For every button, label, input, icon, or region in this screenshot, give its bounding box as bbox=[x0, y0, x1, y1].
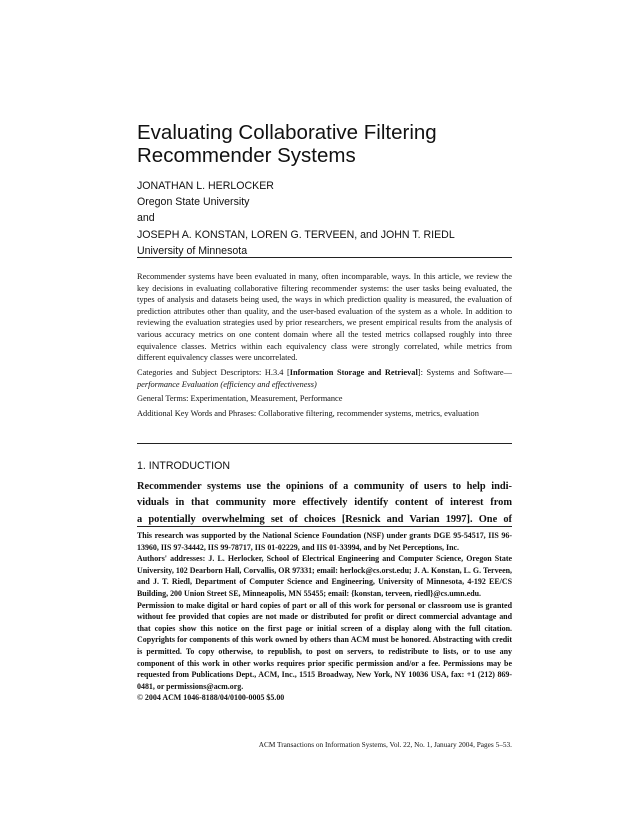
abstract bbox=[137, 271, 512, 423]
author-separator: and bbox=[137, 212, 155, 225]
intro-line-1: Recommender systems use the opinions of a community of users to help indi- bbox=[137, 481, 512, 492]
categories-italic: performance Evaluation (efficiency and effectiveness) bbox=[137, 379, 317, 389]
categories bbox=[137, 367, 512, 390]
footnote bbox=[137, 530, 512, 704]
journal-citation: ACM Transactions on Information Systems, Vol. 22, No. 1, January 2004, Pages 5–53. bbox=[258, 740, 512, 749]
author-block bbox=[137, 178, 512, 259]
intro-paragraph bbox=[137, 479, 512, 528]
affiliation-1: Oregon State University bbox=[137, 196, 250, 209]
authors-2: JOSEPH A. KONSTAN, LOREN G. TERVEEN, and JOHN T. RIEDL bbox=[137, 228, 455, 241]
categories-bold: Information Storage and Retrieval bbox=[289, 367, 418, 377]
categories-prefix: Categories and Subject Descriptors: H.3.4 [ bbox=[137, 367, 290, 377]
footnote-rule bbox=[137, 526, 512, 527]
copyright-line: © 2004 ACM 1046-8188/04/0100-0005 $5.00 bbox=[137, 693, 285, 703]
header-rule bbox=[137, 257, 512, 258]
intro-line-3: a potentially overwhelming set of choices [Resnick and Varian 1997]. One of bbox=[137, 513, 512, 525]
author-addresses: Authors' addresses: J. L. Herlocker, School of Electrical Engineering and Computer Science, Oregon State University, 102 Dearborn Hall, Corvallis, OR 97331; email: herlock@cs.orst.edu; J. A. Konstan, L. G. Terveen, and J. T. Riedl, Department of Computer Science and Engineering, University of Minnesota, 4-192 EE/CS Building, 200 Union Street SE, Minneapolis, MN 55455; email: {konstan, terveen, riedl}@cs.umn.edu. bbox=[137, 554, 512, 598]
general-terms: General Terms: Experimentation, Measurement, Performance bbox=[137, 394, 343, 404]
intro-line-2: viduals in that community more effectively identify content of interest from bbox=[137, 497, 512, 509]
permission-note: Permission to make digital or hard copies of part or all of this work for personal or classroom use is granted without fee provided that copies are not made or distributed for profit or direct commercial advantage and that copies show this notice on the first page or initial screen of a display along with the full citation. Copyrights for components of this work owned by others than ACM must be honored. Abstracting with credit is permitted. To copy otherwise, to republish, to post on servers, to redistribute to lists, or to use any component of this work in other works requires prior specific permission and/or a fee. Permissions may be requested from Publications Dept., ACM, Inc., 1515 Broadway, New York, NY 10036 USA, fax: +1 (212) 869-0481, or permissions@acm.org. bbox=[137, 600, 512, 691]
affiliation-2: University of Minnesota bbox=[137, 244, 248, 257]
keywords: Additional Key Words and Phrases: Collaborative filtering, recommender systems, metrics, evaluation bbox=[137, 409, 479, 419]
section-heading: 1. INTRODUCTION bbox=[137, 460, 230, 472]
author-1: JONATHAN L. HERLOCKER bbox=[137, 180, 274, 192]
title-line-1: Evaluating Collaborative Filtering bbox=[137, 121, 437, 144]
abstract-rule bbox=[137, 443, 512, 444]
funding-note: This research was supported by the National Science Foundation (NSF) under grants DGE 95-54517, IIS 96-13960, IIS 97-34442, IIS 99-78717, IIS 01-02229, and IIS 01-33994, and by Net Perceptions, Inc. bbox=[137, 531, 512, 552]
title-line-2: Recommender Systems bbox=[137, 144, 356, 167]
abstract-text: Recommender systems have been evaluated in many, often incomparable, ways. In this article, we review the key decisions in evaluating collaborative filtering recommender systems: the user tasks being evaluated, the types of analysis and datasets being used, the ways in which prediction quality is measured, the evaluation of prediction attributes other than quality, and the user-based evaluation of the system as a whole. In addition to reviewing the evaluation strategies used by prior researchers, we present empirical results from the analysis of various accuracy metrics on one content domain where all the tested metrics collapsed roughly into three equivalence classes. Metrics within each equivalency class were strongly correlated, while metrics from different equivalency classes were uncorrelated. bbox=[137, 272, 512, 363]
categories-mid: ]: Systems and Software— bbox=[417, 367, 512, 377]
paper-title bbox=[137, 121, 512, 167]
